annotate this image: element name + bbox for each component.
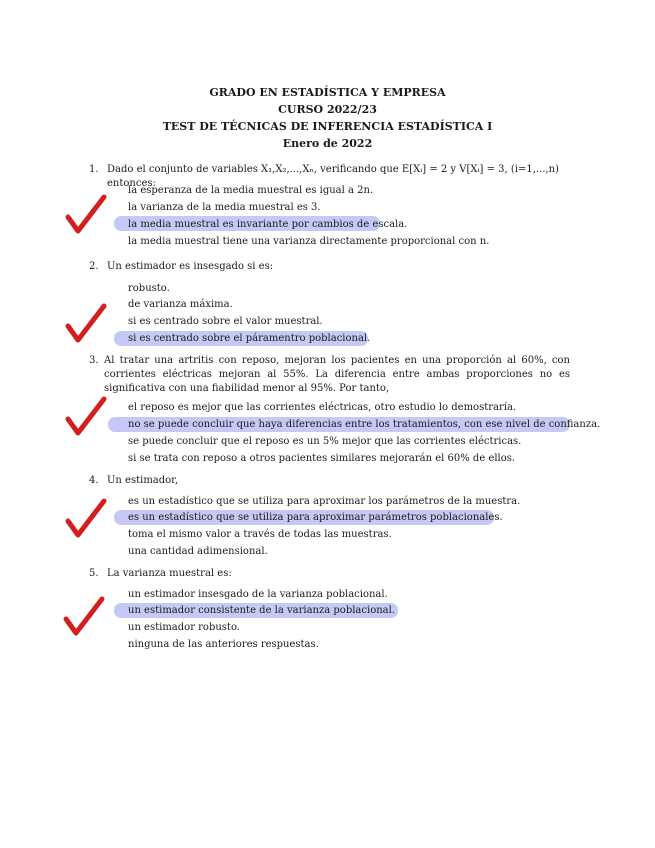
question-4-number: 4. xyxy=(89,475,99,486)
checkmark-icon xyxy=(64,497,108,541)
question-2-option-c[interactable]: si es centrado sobre el valor muestral. xyxy=(128,316,323,327)
question-5-text: La varianza muestral es: xyxy=(107,568,232,579)
question-2-number: 2. xyxy=(89,261,99,272)
question-4-option-d[interactable]: una cantidad adimensional. xyxy=(128,546,268,557)
question-5-option-a[interactable]: un estimador insesgado de la varianza poblacional. xyxy=(128,589,388,600)
question-5-option-c[interactable]: un estimador robusto. xyxy=(128,622,240,633)
question-1-number: 1. xyxy=(89,164,99,175)
question-1-option-c[interactable]: la media muestral es invariante por cambios de escala. xyxy=(128,219,408,230)
title-test: TEST DE TÉCNICAS DE INFERENCIA ESTADÍSTICA I xyxy=(162,120,493,133)
question-2-option-a[interactable]: robusto. xyxy=(128,283,170,294)
checkmark-icon xyxy=(64,302,108,346)
checkmark-icon xyxy=(62,595,106,639)
question-1-option-a[interactable]: la esperanza de la media muestral es igual a 2n. xyxy=(128,185,374,196)
question-2-option-d[interactable]: si es centrado sobre el páramentro poblacional. xyxy=(128,333,371,344)
checkmark-icon xyxy=(64,395,108,439)
question-2-text: Un estimador es insesgado si es: xyxy=(107,261,274,272)
question-2-option-b[interactable]: de varianza máxima. xyxy=(128,299,233,310)
question-4-text: Un estimador, xyxy=(107,475,179,486)
question-1-text: Dado el conjunto de variables X₁,X₂,...,Xₙ, verificando que E[Xᵢ] = 2 y V[Xᵢ] = 3, (i=1,...,n) entonces: xyxy=(107,164,559,189)
question-3-option-d[interactable]: si se trata con reposo a otros pacientes similares mejorarán el 60% de ellos. xyxy=(128,453,516,464)
question-5-option-b[interactable]: un estimador consistente de la varianza poblacional. xyxy=(128,605,395,616)
question-4-option-a[interactable]: es un estadístico que se utiliza para aproximar los parámetros de la muestra. xyxy=(128,496,521,507)
question-3-option-c[interactable]: se puede concluir que el reposo es un 5% mejor que las corrientes eléctricas. xyxy=(128,436,522,447)
question-3-option-a[interactable]: el reposo es mejor que las corrientes eléctricas, otro estudio lo demostraría. xyxy=(128,402,517,413)
question-1-option-b[interactable]: la varianza de la media muestral es 3. xyxy=(128,202,321,213)
checkmark-icon xyxy=(64,193,108,237)
title-date: Enero de 2022 xyxy=(282,137,373,150)
question-3-text: Al tratar una artritis con reposo, mejoran los pacientes en una proporción al 60%, con corrientes eléctricas mejoran al 55%. La diferencia entre ambas proporciones no es significativa con una fiabilidad menor al 95%. Por tanto, xyxy=(104,355,570,394)
question-4-option-b[interactable]: es un estadístico que se utiliza para aproximar parámetros poblacionales. xyxy=(128,512,503,523)
title-course: CURSO 2022/23 xyxy=(278,103,377,116)
question-3-option-b[interactable]: no se puede concluir que haya diferencias entre los tratamientos, con ese nivel de confianza. xyxy=(128,419,601,430)
question-1-option-d[interactable]: la media muestral tiene una varianza directamente proporcional con n. xyxy=(128,236,490,247)
question-5-number: 5. xyxy=(89,568,99,579)
question-5-option-d[interactable]: ninguna de las anteriores respuestas. xyxy=(128,639,319,650)
question-4-option-c[interactable]: toma el mismo valor a través de todas las muestras. xyxy=(128,529,392,540)
question-3-number: 3. xyxy=(89,355,99,366)
title-degree: GRADO EN ESTADÍSTICA Y EMPRESA xyxy=(209,86,446,99)
